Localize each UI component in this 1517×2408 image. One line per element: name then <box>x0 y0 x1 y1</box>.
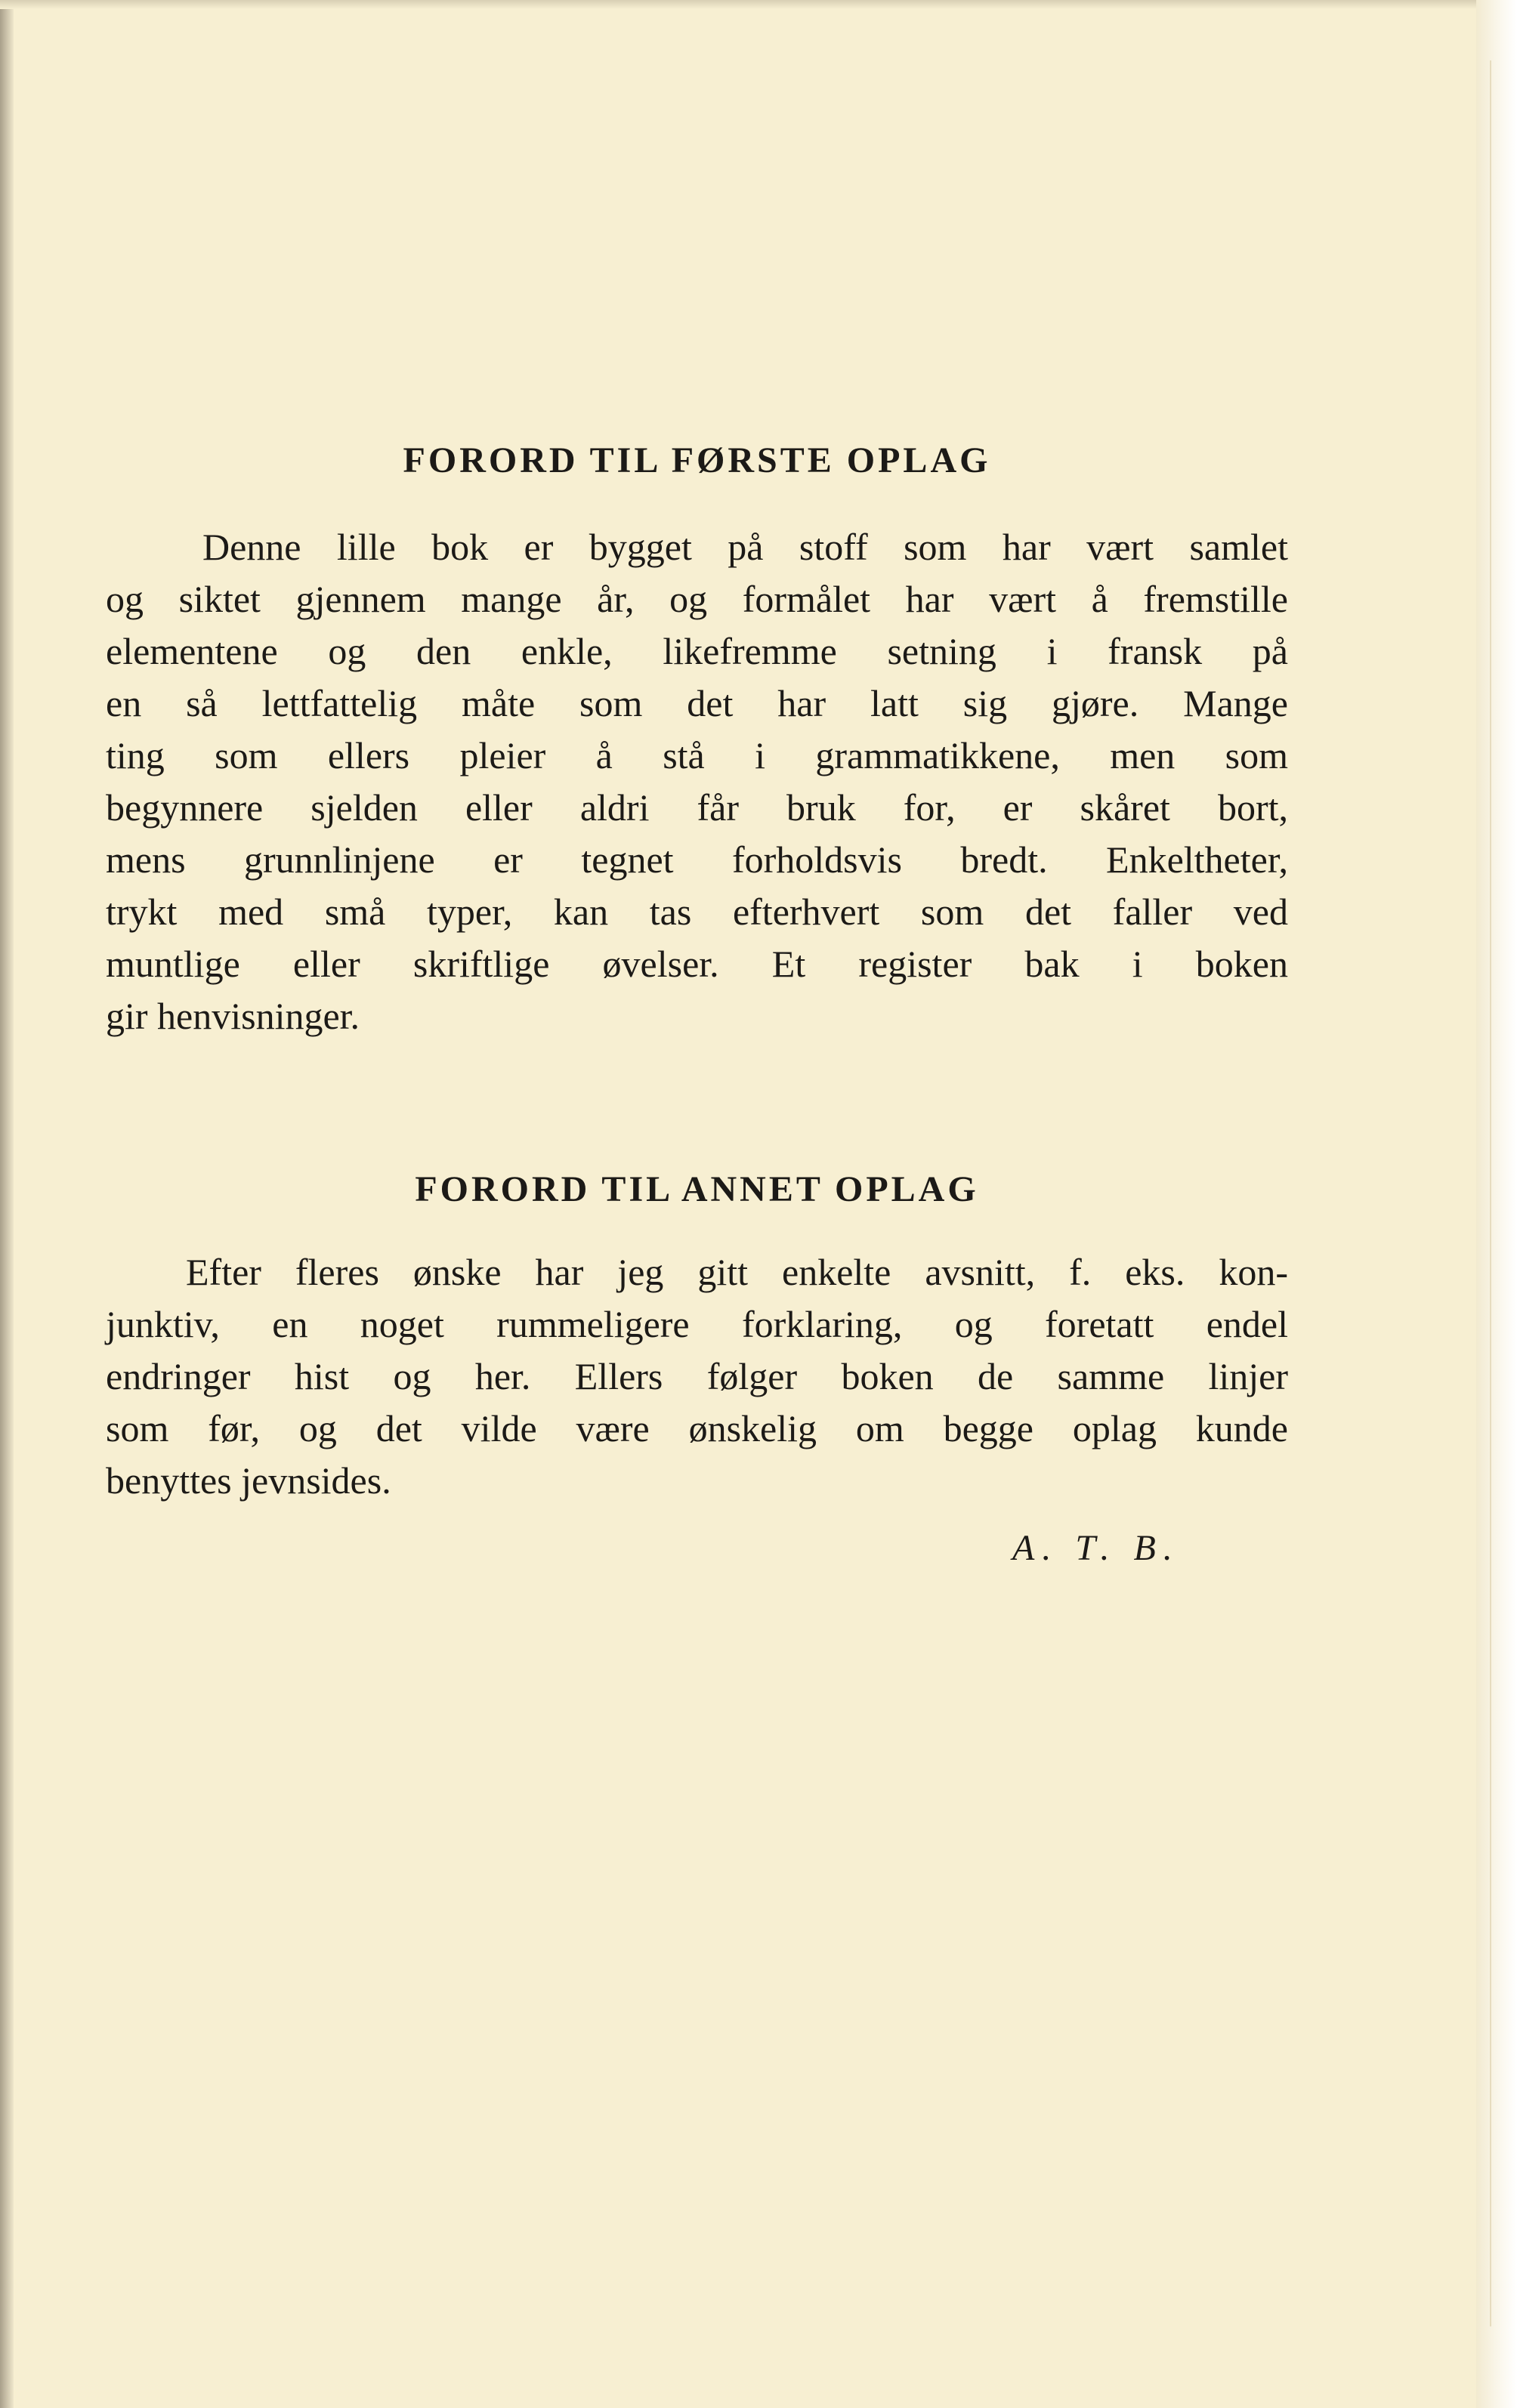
text-line: mens grunnlinjene er tegnet forholdsvis bredt. Enkeltheter, <box>106 838 1288 881</box>
text-line: muntlige eller skriftlige øvelser. Et register bak i boken <box>106 943 1288 985</box>
author-signature: A. T. B. <box>1012 1528 1180 1568</box>
preface-first-edition <box>106 521 1288 1042</box>
preface-second-edition <box>106 1246 1288 1507</box>
page-right-edge <box>1476 0 1517 2408</box>
page-fold-line <box>1490 60 1491 2326</box>
heading-second-edition: FORORD TIL ANNET OPLAG <box>415 1169 979 1209</box>
text-line: benyttes jevnsides. <box>106 1459 391 1502</box>
text-line: som før, og det vilde være ønskelig om begge oplag kunde <box>106 1407 1288 1449</box>
text-line: gir henvisninger. <box>106 995 360 1037</box>
text-line: elementene og den enkle, likefremme setning i fransk på <box>106 630 1288 672</box>
text-line: endringer hist og her. Ellers følger boken de samme linjer <box>106 1355 1288 1397</box>
page-left-edge <box>0 0 14 2408</box>
text-line: ting som ellers pleier å stå i grammatikkene, men som <box>106 734 1288 776</box>
page-top-edge <box>0 0 1517 9</box>
heading-first-edition: FORORD TIL FØRSTE OPLAG <box>403 440 991 480</box>
text-line: Denne lille bok er bygget på stoff som har vært samlet <box>202 526 1288 568</box>
text-line: junktiv, en noget rummeligere forklaring, og foretatt endel <box>106 1303 1288 1345</box>
text-line: trykt med små typer, kan tas efterhvert som det faller ved <box>106 891 1288 933</box>
text-line: Efter fleres ønske har jeg gitt enkelte avsnitt, f. eks. kon- <box>186 1251 1288 1293</box>
text-line: begynnere sjelden eller aldri får bruk for, er skåret bort, <box>106 786 1288 829</box>
text-line: og siktet gjennem mange år, og formålet har vært å fremstille <box>106 578 1288 620</box>
text-line: en så lettfattelig måte som det har latt sig gjøre. Mange <box>106 682 1288 724</box>
